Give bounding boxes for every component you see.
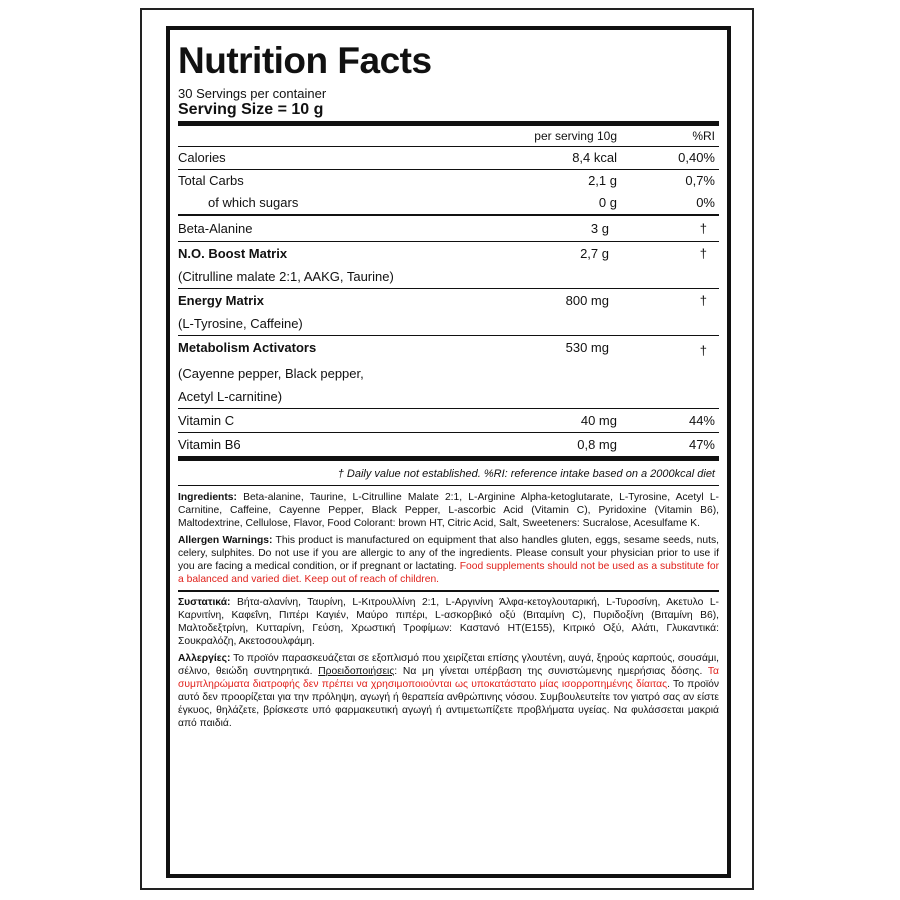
nutrient-ri: † xyxy=(699,343,707,358)
ingredients-text: Beta-alanine, Taurine, L-Citrulline Malate 2:1, L-Arginine Alpha-ketoglutarate, L-Tyrosine, Acetyl L-Carnitine, Caffeine, Cayenne Pepper, Black Pepper, L-ascorbic Acid (Vitamin C), Pyridoxine (Vitamin B6), Maltodextrine, Cellulose, Flavor, Food Colorant: brown HT, Citric Acid, Salt, Sweeteners: Sucralose, Acesulfame K. xyxy=(178,492,719,529)
nutrient-amount: 8,4 kcal xyxy=(572,150,617,165)
nutrient-subtext: (Citrulline malate 2:1, AAKG, Taurine) xyxy=(178,269,394,284)
nutrient-name: Metabolism Activators xyxy=(178,340,317,355)
greek-allergy-text: Το προϊόν παρασκευάζεται σε εξοπλισμό που χειρίζεται επίσης γλουτένη, αυγά, ξηρούς καρπούς, σουσάμι, σέλινο, θειώδη συντηρητικά. xyxy=(178,653,719,677)
nutrient-row-energy xyxy=(178,289,719,312)
nutrient-amount: 800 mg xyxy=(565,293,609,308)
nutrient-ri: 44% xyxy=(688,413,715,428)
allergen-label: Allergen Warnings: xyxy=(178,535,273,546)
nutrition-label xyxy=(166,26,731,878)
nutrient-block-no-boost xyxy=(178,242,719,288)
nutrient-name: of which sugars xyxy=(208,195,299,210)
nutrient-sub-line xyxy=(178,362,719,385)
nutrient-subtext: Acetyl L-carnitine) xyxy=(178,389,283,404)
nutrient-amount: 40 mg xyxy=(580,413,617,428)
greek-ingredients-text: Βήτα-αλανίνη, Ταυρίνη, L-Κιτρουλλίνη 2:1, L-Αργινίνη Άλφα-κετογλουταρική, L-Τυροσίνη, Ακετυλο L-Καρνιτίνη, Καφεΐνη, Πιπέρι Καγιέν, Μαύρο πιπέρι, L-ασκορβικό οξύ (Βιταμίνη C), Πυριδοξίνη (Βιταμίνη Β6), Μαλτοδεξτρίνη, Κυτταρίνη, Γεύση, Χρωστική Τροφίμων: Καστανό ΗΤ(Ε155), Κιτρικό Οξύ, Αλάτι, Γλυκαντικά: Σουκραλόζη, Ακετοσουλφάμη. xyxy=(178,597,719,647)
nutrient-ri: 0% xyxy=(696,195,715,210)
nutrient-block-metabolism xyxy=(178,336,719,408)
nutrient-name: Total Carbs xyxy=(178,173,244,188)
nutrient-name: Vitamin B6 xyxy=(178,437,241,452)
nutrient-row-metabolism xyxy=(178,336,719,362)
nutrient-amount: 2,1 g xyxy=(588,173,617,188)
nutrient-sub-line xyxy=(178,265,719,288)
nutrient-amount: 530 mg xyxy=(565,340,609,355)
nutrient-row-vitamin-b6 xyxy=(178,433,719,456)
nutrient-ri: † xyxy=(699,246,707,261)
serving-size: Serving Size = 10 g xyxy=(178,101,324,118)
greek-allergy-text: . Το προϊόν αυτό δεν προορίζεται για την πρόληψη, αγωγή ή θεραπεία ανθρώπινης νόσου. Συμβουλευτείτε τον γιατρό σας αν είστε έγκυος, θηλάζετε, βρίσκεστε υπό φαρμακευτική αγωγή ή αντιμετωπίζετε προβλήματα υγείας. Να φυλάσσεται μακριά από παιδιά. xyxy=(178,679,719,729)
allergen-paragraph xyxy=(178,534,719,586)
column-header-row xyxy=(178,126,719,146)
greek-warning-label: Προειδοποιήσεις xyxy=(318,666,395,677)
nutrient-sub-line xyxy=(178,312,719,335)
greek-ingredients-paragraph xyxy=(178,596,719,648)
divider xyxy=(178,485,719,486)
nutrient-row-vitamin-c xyxy=(178,409,719,432)
label-title: Nutrition Facts xyxy=(178,40,432,81)
nutrient-row-no-boost xyxy=(178,242,719,265)
ingredients-paragraph xyxy=(178,491,719,530)
nutrient-block-energy xyxy=(178,289,719,335)
nutrient-ri: 0,7% xyxy=(685,173,715,188)
nutrient-amount: 0,8 mg xyxy=(577,437,617,452)
nutrient-amount: 2,7 g xyxy=(580,246,609,261)
nutrient-subtext: (Cayenne pepper, Black pepper, xyxy=(178,366,364,381)
allergen-text: This product is manufactured on equipment that also handles gluten, eggs, sesame seeds, nuts, celery, sulphites. Do not use if you are allergic to any of the ingredients. Please consult your physician prior to use if you are facing a medical condition, or if pregnant or lactating. xyxy=(178,535,720,572)
divider xyxy=(178,590,719,592)
nutrient-ri: † xyxy=(699,221,707,236)
servings-per-container: 30 Servings per container xyxy=(178,86,327,101)
nutrient-amount: 0 g xyxy=(598,195,617,210)
footnote: † Daily value not established. %RI: reference intake based on a 2000kcal diet xyxy=(337,468,715,480)
nutrient-name: Vitamin C xyxy=(178,413,235,428)
nutrient-ri: 47% xyxy=(688,437,715,452)
greek-allergy-paragraph xyxy=(178,652,719,730)
nutrient-row-calories xyxy=(178,147,719,169)
nutrient-row-sugars xyxy=(178,192,719,214)
nutrient-ri: 0,40% xyxy=(678,150,715,165)
nutrient-sub-line xyxy=(178,385,719,408)
nutrient-name: Calories xyxy=(178,150,226,165)
nutrient-name: Beta-Alanine xyxy=(178,221,253,236)
nutrient-name: Energy Matrix xyxy=(178,293,264,308)
nutrient-subtext: (L-Tyrosine, Caffeine) xyxy=(178,316,303,331)
nutrient-ri: † xyxy=(699,293,707,308)
greek-allergy-text: : Να μη γίνεται υπέρβαση της συνιστώμενης ημερήσιας δόσης. xyxy=(394,666,708,677)
ingredients-label: Ingredients: xyxy=(178,492,237,503)
greek-ingredients-label: Συστατικά: xyxy=(178,597,231,608)
ri-header: %RI xyxy=(692,129,715,143)
nutrient-amount: 3 g xyxy=(590,221,609,236)
allergen-warning-red: Food supplements should not be used as a substitute for a balanced and varied diet. Keep out of reach of children. xyxy=(178,561,719,585)
greek-allergy-label: Αλλεργίες: xyxy=(178,653,231,664)
greek-warning-red: Τα συμπληρώματα διατροφής δεν πρέπει να χρησιμοποιούνται ως υποκατάστατο μίας ισορροπημένης δίαιτας xyxy=(178,666,719,690)
nutrient-name: N.O. Boost Matrix xyxy=(178,246,288,261)
nutrient-row-total-carbs xyxy=(178,170,719,192)
nutrient-row-beta-alanine xyxy=(178,216,719,241)
per-serving-header: per serving 10g xyxy=(534,129,617,143)
